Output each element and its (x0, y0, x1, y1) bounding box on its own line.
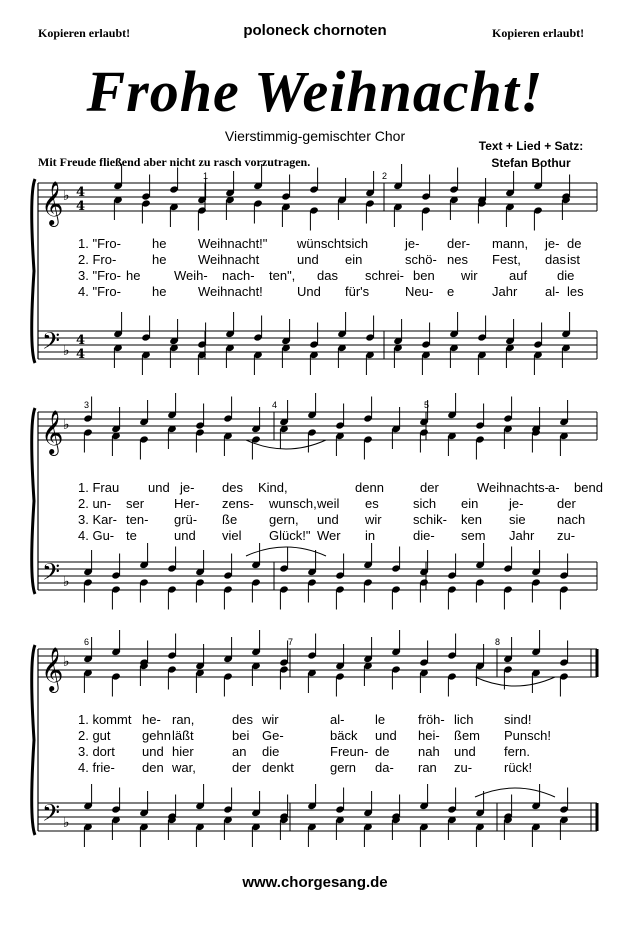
lyric-syllable: ße (222, 512, 238, 527)
lyric-syllable: Weih- (174, 268, 208, 283)
lyric-syllable: he (152, 252, 167, 267)
lyric-syllable: der (232, 760, 251, 775)
copy-allowed-right: Kopieren erlaubt! (492, 26, 585, 40)
lyric-syllable: Punsch! (504, 728, 551, 743)
lyric-syllable: 1. "Fro- (78, 236, 121, 251)
lyric-syllable: sich (345, 236, 369, 251)
measure-number: 1 (203, 171, 209, 181)
lyric-syllable: die (262, 744, 280, 759)
lyric-syllable: zu- (557, 528, 576, 543)
lyric-syllable: je- (545, 236, 560, 251)
lyric-syllable: und (142, 744, 164, 759)
treble-clef-icon: 𝄞 (41, 647, 64, 691)
lyric-syllable: Weihnacht (198, 252, 260, 267)
lyric-syllable: hei- (418, 728, 440, 743)
lyric-syllable: Her- (174, 496, 200, 511)
time-signature-top: 4 (76, 333, 86, 348)
lyric-syllable: der (557, 496, 576, 511)
lyric-syllable: es (365, 496, 379, 511)
system-bracket (32, 179, 35, 363)
lyric-syllable: 4. Gu- (78, 528, 115, 543)
lyric-syllable: 2. un- (78, 496, 112, 511)
lyric-syllable: te (126, 528, 137, 543)
tie-arc (246, 547, 326, 556)
lyric-syllable: das (545, 252, 566, 267)
measure-number: 5 (424, 400, 430, 410)
lyric-syllable: Weihnachts- (477, 480, 550, 495)
bass-clef-icon: 𝄢 (42, 799, 61, 832)
credit-line-1: Text + Lied + Satz: (478, 139, 584, 153)
lyric-syllable: da- (375, 760, 394, 775)
lyric-syllable: wünscht (297, 236, 345, 251)
measure-number: 8 (495, 637, 501, 647)
lyric-syllable: gern, (269, 512, 299, 527)
lyric-syllable: des (232, 712, 253, 727)
lyric-syllable: bäck (330, 728, 358, 743)
lyric-syllable: den (142, 760, 164, 775)
time-signature-top: 4 (76, 185, 86, 200)
lyric-syllable: e (447, 284, 455, 299)
lyric-syllable: al- (330, 712, 345, 727)
measure-number: 3 (84, 400, 90, 410)
lyric-syllable: de (375, 744, 390, 759)
lyric-syllable: ten- (126, 512, 149, 527)
lyric-syllable: ran, (172, 712, 195, 727)
lyric-syllable: schrei- (365, 268, 405, 283)
lyric-syllable: und (297, 252, 319, 267)
lyric-syllable: weil (317, 496, 340, 511)
lyric-syllable: fern. (504, 744, 531, 759)
lyric-syllable: denkt (262, 760, 294, 775)
lyric-syllable: die- (413, 528, 435, 543)
lyric-syllable: ist (567, 252, 580, 267)
measure-number: 2 (382, 171, 388, 181)
lyric-syllable: ein (461, 496, 479, 511)
lyric-syllable: Jahr (509, 528, 535, 543)
lyric-syllable: 3. "Fro- (78, 268, 121, 283)
time-signature-bottom: 4 (76, 199, 86, 214)
song-title: Frohe Weihnacht! (86, 59, 544, 124)
credit-line-2: Stefan Bothur (491, 156, 571, 170)
tie-arc (475, 677, 555, 686)
lyric-syllable: a- (548, 480, 560, 495)
lyric-syllable: je- (509, 496, 524, 511)
lyric-syllable: grü- (174, 512, 198, 527)
lyric-syllable: wir (262, 712, 279, 727)
lyric-syllable: ßem (454, 728, 480, 743)
lyric-syllable: denn (355, 480, 384, 495)
treble-clef-icon: 𝄞 (41, 181, 64, 225)
lyric-syllable: auf (509, 268, 528, 283)
tie-arc (475, 788, 555, 797)
lyric-syllable: ein (345, 252, 363, 267)
lyric-syllable: 2. gut (78, 728, 111, 743)
measure-number: 7 (288, 637, 294, 647)
lyric-syllable: sich (413, 496, 437, 511)
lyric-syllable: Kind, (258, 480, 288, 495)
lyric-syllable: Weihnacht!" (198, 236, 268, 251)
lyric-syllable: Jahr (492, 284, 518, 299)
lyric-syllable: ten", (269, 268, 296, 283)
lyric-syllable: nach- (222, 268, 255, 283)
lyric-syllable: ken (461, 512, 482, 527)
lyric-syllable: je- (180, 480, 195, 495)
lyric-syllable: Glück!" (269, 528, 311, 543)
lyric-syllable: sind! (504, 712, 532, 727)
lyric-syllable: he- (142, 712, 161, 727)
lyric-syllable: der- (447, 236, 471, 251)
lyric-syllable: läßt (172, 728, 194, 743)
lyric-syllable: schik- (413, 512, 447, 527)
key-flat-icon: ♭ (63, 815, 70, 831)
lyric-syllable: zu- (454, 760, 473, 775)
lyric-syllable: de (567, 236, 582, 251)
measure-number: 4 (272, 400, 278, 410)
lyric-syllable: das (317, 268, 338, 283)
system-bracket (32, 408, 35, 594)
measure-number: 6 (84, 637, 90, 647)
copy-allowed-left: Kopieren erlaubt! (38, 26, 131, 40)
lyric-syllable: wir (365, 512, 382, 527)
lyric-syllable: gehn (142, 728, 171, 743)
lyric-syllable: les (567, 284, 584, 299)
lyric-syllable: die (557, 268, 575, 283)
lyric-syllable: 3. dort (78, 744, 115, 759)
website-footer: www.chorgesang.de (242, 874, 388, 891)
treble-clef-icon: 𝄞 (41, 410, 64, 454)
lyric-syllable: rück! (504, 760, 533, 775)
key-flat-icon: ♭ (63, 574, 70, 590)
tempo-marking: Mit Freude fließend aber nicht zu rasch vorzutragen. (38, 155, 311, 169)
lyric-syllable: bend (574, 480, 603, 495)
lyric-syllable: hier (172, 744, 194, 759)
key-flat-icon: ♭ (63, 417, 70, 433)
lyric-syllable: he (152, 236, 167, 251)
lyric-syllable: Neu- (405, 284, 434, 299)
lyric-syllable: und (454, 744, 476, 759)
lyric-syllable: und (317, 512, 339, 527)
lyric-syllable: fröh- (418, 712, 445, 727)
lyric-syllable: al- (545, 284, 560, 299)
song-subtitle: Vierstimmig-gemischter Chor (224, 128, 406, 144)
lyric-syllable: 2. Fro- (78, 252, 117, 267)
key-flat-icon: ♭ (63, 343, 70, 359)
system-bracket (32, 645, 35, 835)
lyric-syllable: für's (345, 284, 370, 299)
lyric-syllable: je- (405, 236, 420, 251)
lyric-syllable: Fest, (492, 252, 521, 267)
lyric-syllable: Weihnacht! (198, 284, 263, 299)
lyric-syllable: 3. Kar- (78, 512, 118, 527)
lyric-syllable: ser (126, 496, 145, 511)
lyric-syllable: Und (297, 284, 321, 299)
lyric-syllable: schö- (405, 252, 437, 267)
publisher-name: poloneck chornoten (243, 22, 387, 39)
lyric-syllable: le (375, 712, 386, 727)
key-flat-icon: ♭ (63, 188, 70, 204)
lyric-syllable: ben (413, 268, 435, 283)
lyric-syllable: wir (461, 268, 478, 283)
lyric-syllable: und (375, 728, 397, 743)
lyric-syllable: sem (461, 528, 486, 543)
lyric-syllable: zens- (222, 496, 254, 511)
bass-clef-icon: 𝄢 (42, 558, 61, 591)
lyric-syllable: nah (418, 744, 440, 759)
lyric-syllable: nes (447, 252, 468, 267)
lyric-syllable: 4. frie- (78, 760, 115, 775)
lyric-syllable: 1. kommt (78, 712, 132, 727)
lyric-syllable: mann, (492, 236, 529, 251)
lyric-syllable: wunsch, (269, 496, 317, 511)
lyric-syllable: Freun- (330, 744, 369, 759)
key-flat-icon: ♭ (63, 654, 70, 670)
lyric-syllable: bei (232, 728, 250, 743)
lyric-syllable: lich (454, 712, 474, 727)
lyric-syllable: an (232, 744, 247, 759)
time-signature-bottom: 4 (76, 347, 86, 362)
lyric-syllable: 4. "Fro- (78, 284, 121, 299)
lyric-syllable: Ge- (262, 728, 284, 743)
lyric-syllable: und (174, 528, 196, 543)
lyric-syllable: in (365, 528, 376, 543)
lyric-syllable: sie (509, 512, 526, 527)
lyric-syllable: viel (222, 528, 242, 543)
lyric-syllable: und (148, 480, 170, 495)
lyric-syllable: he (152, 284, 167, 299)
lyric-syllable: war, (172, 760, 196, 775)
lyric-syllable: he (126, 268, 141, 283)
lyric-syllable: Wer (317, 528, 341, 543)
lyric-syllable: gern (330, 760, 357, 775)
lyric-syllable: 1. Frau (78, 480, 120, 495)
lyric-syllable: nach (557, 512, 586, 527)
lyric-syllable: ran (418, 760, 437, 775)
lyric-syllable: des (222, 480, 243, 495)
lyric-syllable: der (420, 480, 439, 495)
bass-clef-icon: 𝄢 (42, 327, 61, 360)
